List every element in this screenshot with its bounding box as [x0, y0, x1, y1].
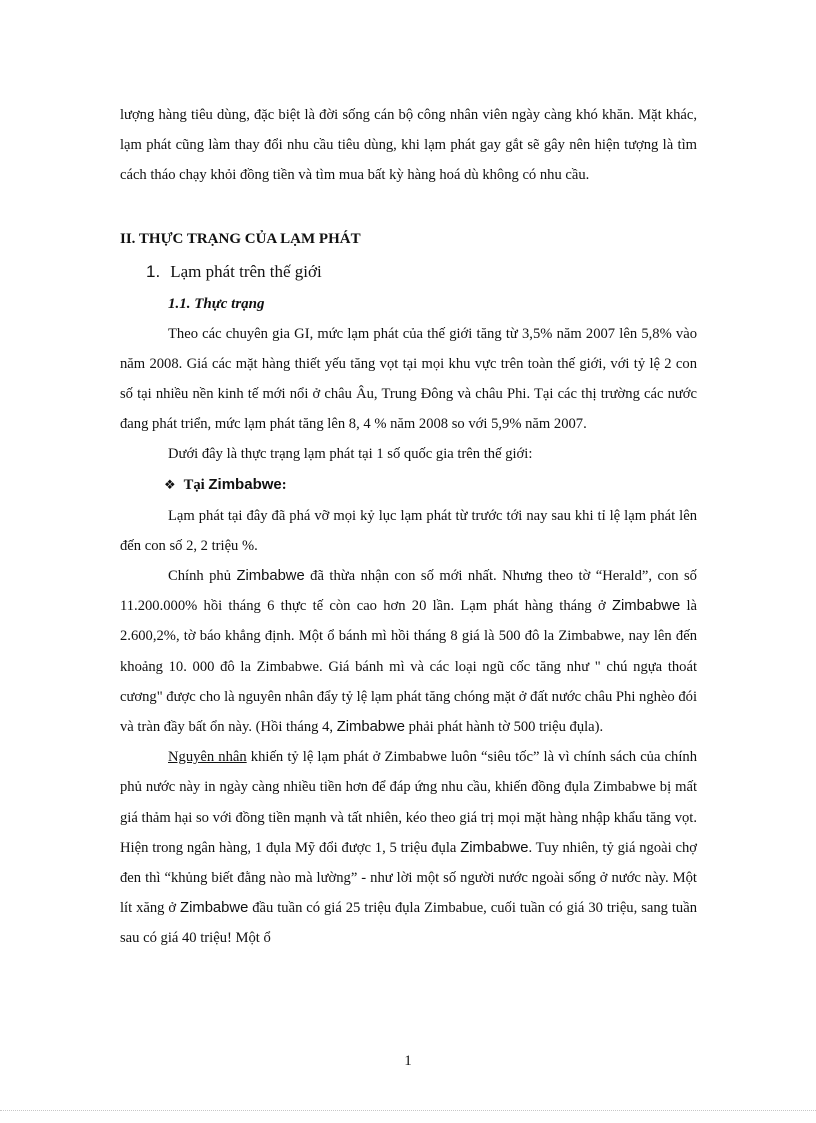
text-run: đầu tuần có giá 25 triệu đụla Zimbabue, cuối tuần có giá 30 triệu, sang tuần sau có giá 40 triệu! Một ổ: [120, 900, 697, 947]
diamond-bullet-icon: ❖: [164, 477, 176, 493]
country-name: Zimbabwe: [208, 475, 282, 493]
section-title: II. THỰC TRẠNG CỦA LẠM PHÁT: [120, 230, 361, 247]
country-suffix: :: [281, 476, 287, 493]
text-run: . Tuy nhiên, tỷ giá ngoài chợ đen thì “khủng biết đằng nào mà lường” - như lời một số người nước ngoài sống ở nước này. Một lít xăng ở: [120, 839, 697, 917]
subsection-number: 1.: [146, 261, 161, 281]
country-name-inline: Zimbabwe: [236, 568, 305, 585]
page-content: [120, 100, 697, 954]
underlined-term: Nguyên nhân: [168, 749, 247, 766]
text-run: khiến tỷ lệ lạm phát ở Zimbabwe luôn “siêu tốc” là vì chính sách của chính phủ nước này in ngày càng nhiều tiền hơn để đáp ứng nhu cầu, khiến đồng đụla Zimbabwe bị mất giá thảm hại so với đồng tiền mạnh và tất nhiên, kéo theo giá trị mọi mặt hàng nhập khẩu tăng vọt. Hiện trong ngân hàng, 1 đụla Mỹ đổi được 1, 5 triệu đụla: [120, 749, 697, 856]
country-name-inline: Zimbabwe: [180, 900, 249, 917]
paragraph-zimbabwe-government: [120, 561, 697, 742]
country-name-inline: Zimbabwe: [611, 598, 681, 615]
subsection-heading: [146, 255, 697, 289]
intro-paragraph: lượng hàng tiêu dùng, đặc biệt là đời sống cán bộ công nhân viên ngày càng khó khăn. Mặt khác, lạm phát cũng làm thay đổi nhu cầu tiêu dùng, khi lạm phát gay gắt sẽ gây nên hiện tượng là tìm cách tháo chạy khỏi đồng tiền và tìm mua bất kỳ hàng hoá dù không có nhu cầu.: [120, 107, 697, 184]
page-number: 1: [404, 1053, 412, 1069]
country-name-inline: Zimbabwe: [460, 839, 529, 856]
sub-subsection-title: 1.1. Thực trạng: [168, 295, 265, 312]
paragraph-global-inflation: Theo các chuyên gia GI, mức lạm phát của thế giới tăng từ 3,5% năm 2007 lên 5,8% vào năm 2008. Giá các mặt hàng thiết yếu tăng vọt tại mọi khu vực trên toàn thế giới, với tỷ lệ 2 con số tại nhiều nền kinh tế mới nổi ở châu Âu, Trung Đông và châu Phi. Tại các thị trường các nước đang phát triển, mức lạm phát tăng lên 8, 4 % năm 2008 so với 5,9% năm 2007.: [120, 325, 697, 433]
text-run: là 2.600,2%, tờ báo khẳng định. Một ổ bánh mì hồi tháng 8 giá là 500 đô la Zimbabwe, nay lên đến khoảng 10. 000 đô la Zimbabwe. Giá bánh mì và các loại ngũ cốc tăng như " chú ngựa thoát cương" được cho là nguyên nhân đẩy tỷ lệ lạm phát tăng chóng mặt ở đất nước châu Phi nghèo đói và tràn đầy bất ổn này. (Hồi tháng 4,: [120, 598, 697, 736]
page-bottom-divider: [0, 1110, 816, 1111]
paragraph-zimbabwe-record: Lạm phát tại đây đã phá vỡ mọi kỷ lục lạm phát từ trước tới nay sau khi tỉ lệ lạm phát lên đến con số 2, 2 triệu %.: [120, 507, 697, 554]
text-run: Chính phủ: [168, 568, 237, 585]
text-run: đã thừa nhận con số mới nhất. Nhưng theo tờ “Herald”, con số 11.200.000% hồi tháng 6 thực tế còn cao hơn 20 lần. Lạm phát hàng tháng ở: [120, 568, 697, 615]
paragraph-countries-intro: Dưới đây là thực trạng lạm phát tại 1 số quốc gia trên thế giới:: [168, 446, 533, 463]
paragraph-zimbabwe-cause: [120, 742, 697, 953]
text-run: phải phát hành tờ 500 triệu đụla).: [404, 719, 604, 736]
country-name-inline: Zimbabwe: [336, 719, 405, 736]
subsection-title: Lạm phát trên thế giới: [170, 261, 322, 281]
country-heading: [164, 470, 697, 501]
country-prefix: Tại: [183, 476, 209, 493]
